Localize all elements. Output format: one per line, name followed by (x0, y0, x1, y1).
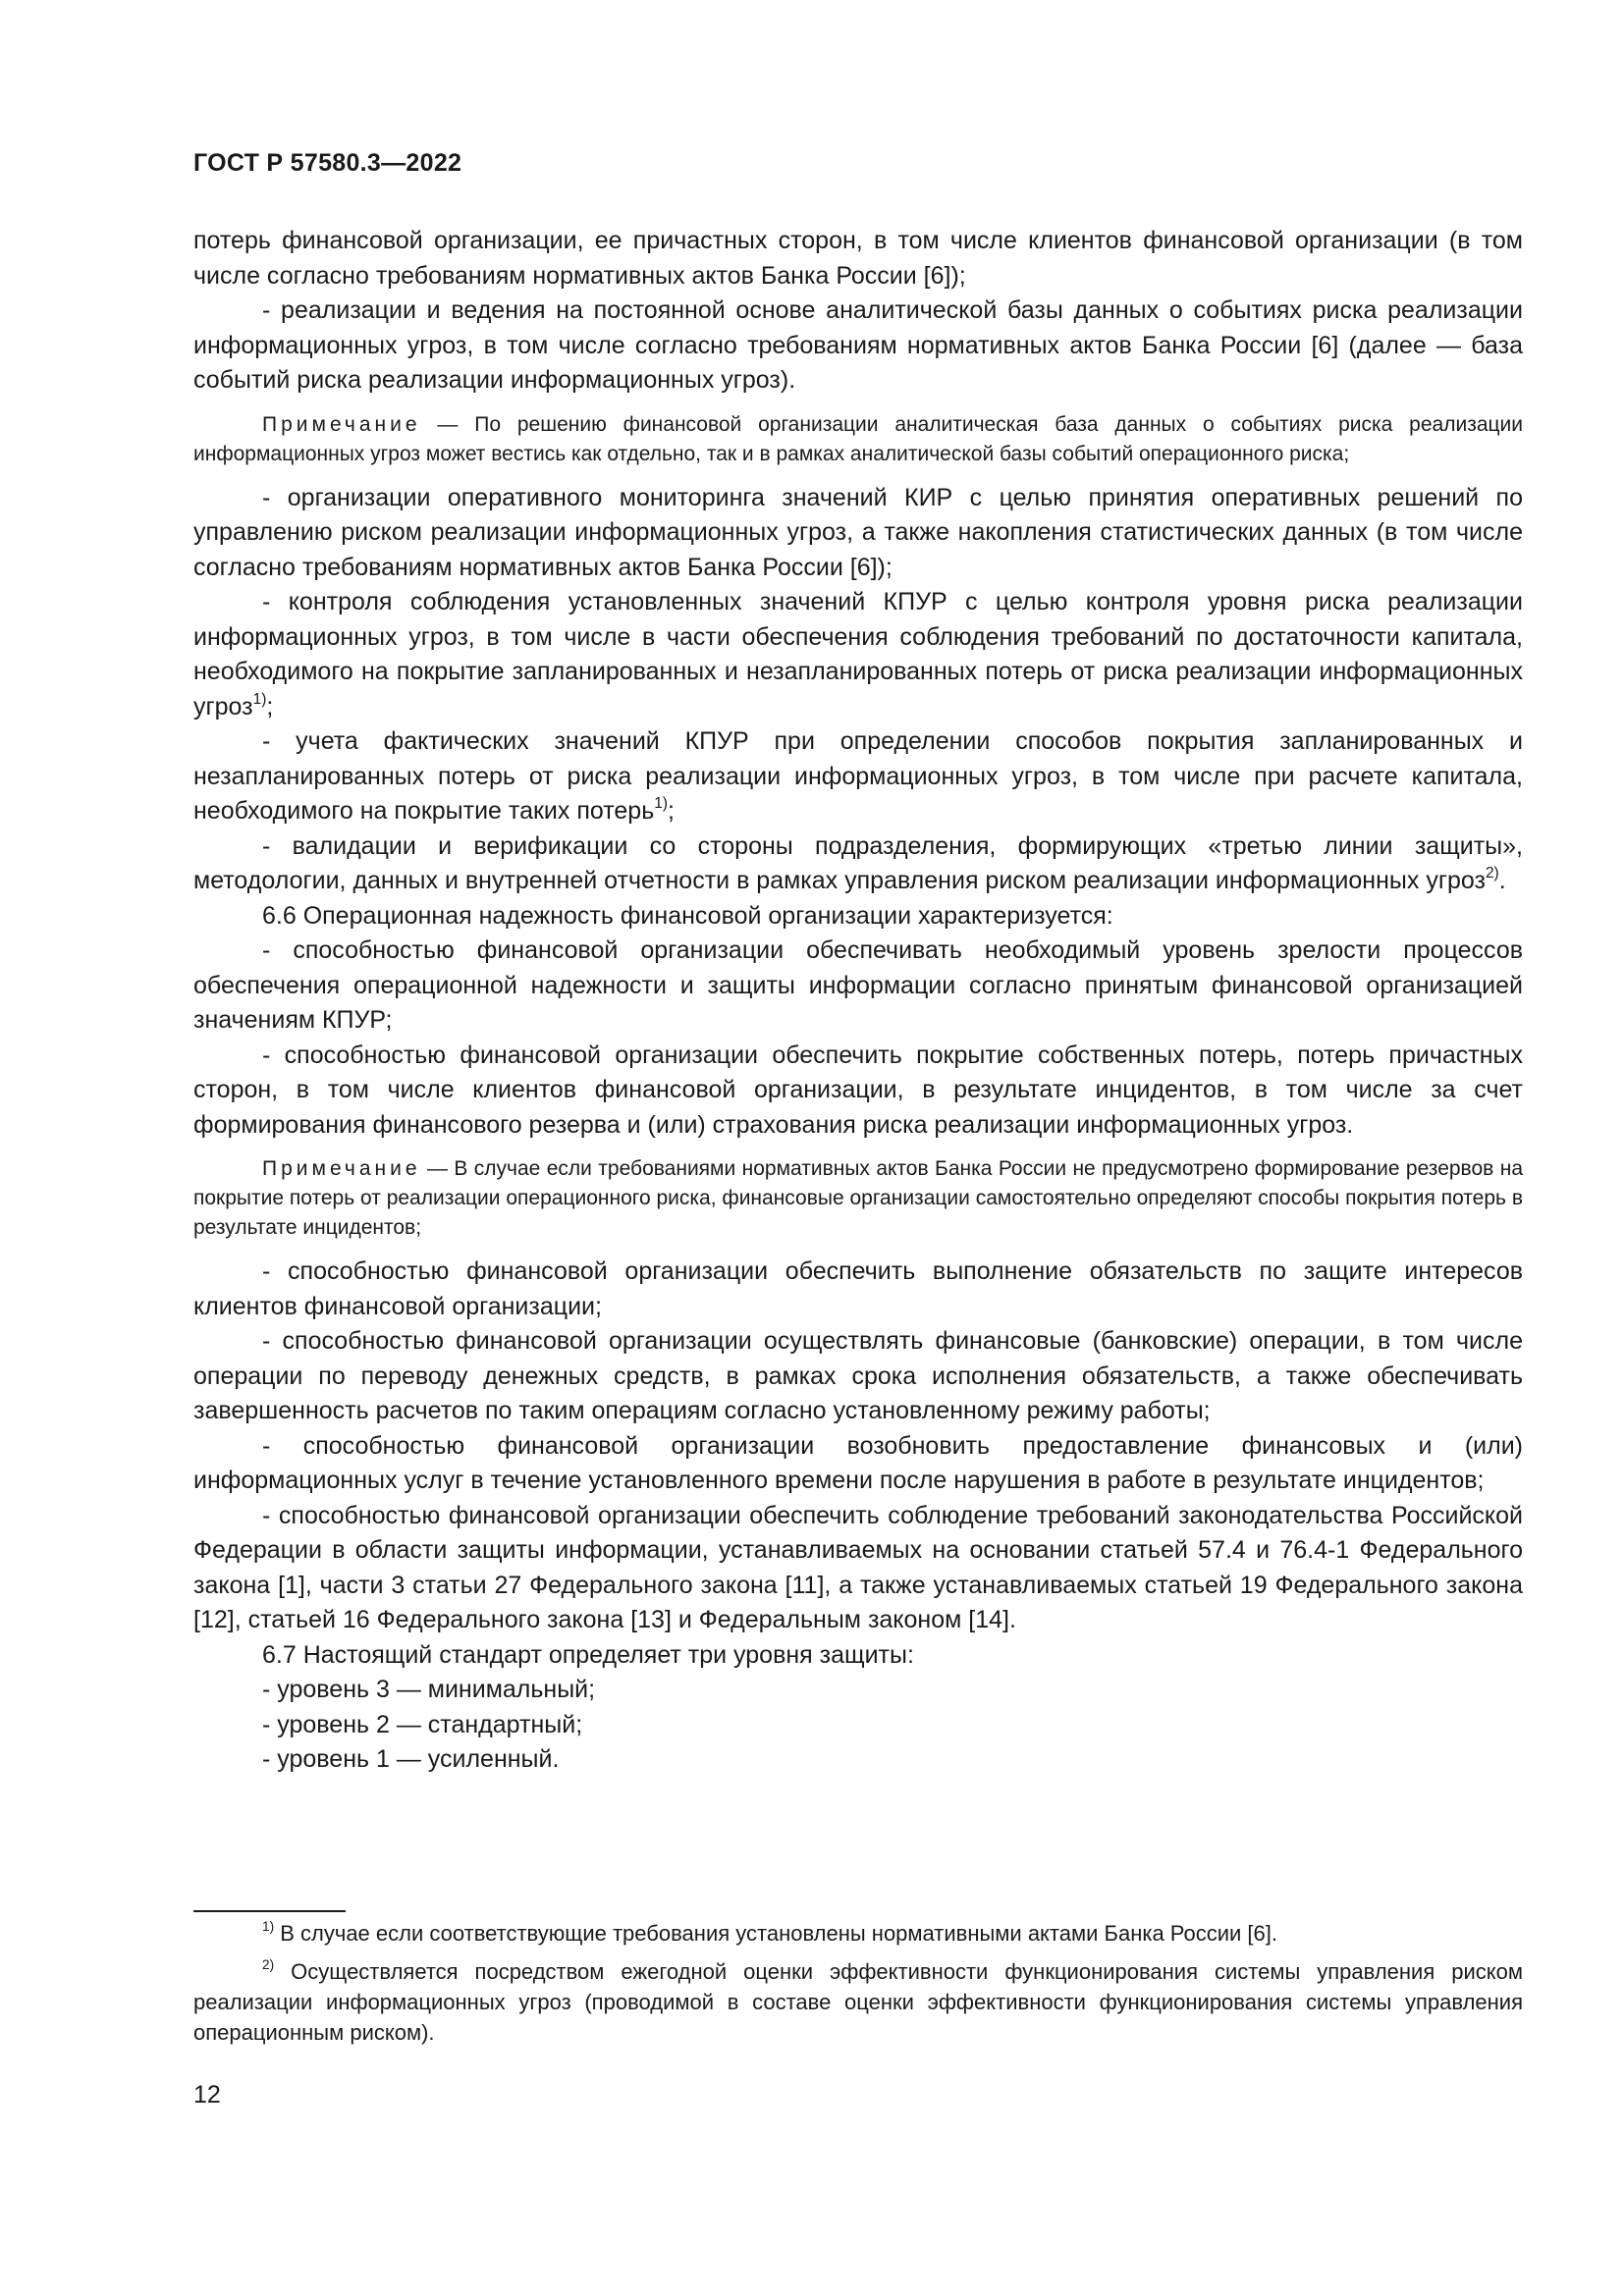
note-text: — В случае если требованиями нормативных актов Банка России не предусмотрено формирование резервов на покрытие потерь от реализации операционного риска, финансовые организации самостоятельно определяют способы покрытия потерь в результате инцидентов; (193, 1157, 1523, 1239)
paragraph-text: - учета фактических значений КПУР при определении способов покрытия запланированных и незапланированных потерь от риска реализации информационных угроз, в том числе при расчете капитала, необходимого на покрытие таких потерь (193, 727, 1523, 825)
main-text (193, 224, 1523, 1778)
paragraph: - способностью финансовой организации возобновить предоставление финансовых и (или) информационных услуг в течение установленного времени после нарушения в работе в результате инцидентов; (193, 1431, 1523, 1494)
paragraph: - способностью финансовой организации обеспечить соблюдение требований законодательства Российской Федерации в области защиты информации, устанавливаемых на основании статьей 57.4 и 76.4-1 Федерального закона [1], части 3 статьи 27 Федерального закона [11], а также устанавливаемых статьей 19 Федерального закона [12], статьей 16 Федерального закона [13] и Федеральным законом [14]. (193, 1501, 1523, 1633)
paragraph: потерь финансовой организации, ее причастных сторон, в том числе клиентов финансовой организации (в том числе согласно требованиям нормативных актов Банка России [6]); (193, 227, 1523, 290)
note-text: — По решению финансовой организации аналитическая база данных о событиях риска реализации информационных угроз может вестись как отдельно, так и в рамках аналитической базы событий операционного риска; (193, 412, 1523, 465)
footnote-mark: 2) (262, 1957, 275, 1973)
paragraph (193, 585, 1523, 724)
paragraph: - способностью финансовой организации обеспечить покрытие собственных потерь, потерь причастных сторон, в том числе клиентов финансовой организации, в результате инцидентов, в том числе за счет формирования финансового резерва и (или) страхования риска реализации информационных угроз. (193, 1041, 1523, 1139)
paragraph: - способностью финансовой организации осуществлять финансовые (банковские) операции, в том числе операции по переводу денежных средств, в рамках срока исполнения обязательств, а также обеспечивать завершенность расчетов по таким операциям согласно установленному режиму работы; (193, 1327, 1523, 1424)
paragraph-text: - валидации и верификации со стороны подразделения, формирующих «третью линии защиты», методологии, данных и внутренней отчетности в рамках управления риском реализации информационных угроз (193, 831, 1523, 894)
paragraph: - организации оперативного мониторинга значений КИР с целью принятия оперативных решений по управлению риском реализации информационных угроз, а также накопления статистических данных (в том числе согласно требованиям нормативных актов Банка России [6]); (193, 483, 1523, 581)
section-heading: 6.6 Операционная надежность финансовой организации характеризуется: (262, 901, 1113, 930)
footnote-ref: 1) (252, 690, 267, 708)
paragraph: - способностью финансовой организации обеспечить выполнение обязательств по защите интересов клиентов финансовой организации; (193, 1257, 1523, 1320)
list-item: - уровень 3 — минимальный; (262, 1676, 596, 1703)
footnotes (193, 1918, 1523, 2048)
page-number: 12 (193, 2081, 221, 2109)
paragraph (193, 724, 1523, 829)
paragraph-text: - контроля соблюдения установленных значений КПУР с целью контроля уровня риска реализации информационных угроз, в том числе в части обеспечения соблюдения требований по достаточности капитала, необходимого на покрытие запланированных и незапланированных потерь от риска реализации информационных угроз (193, 588, 1523, 721)
footnote-ref: 2) (1485, 865, 1499, 882)
section-heading: 6.7 Настоящий стандарт определяет три уровня защиты: (262, 1640, 914, 1669)
footnote-divider (193, 1910, 346, 1912)
footnote (193, 1918, 1523, 1949)
paragraph-end: ; (266, 692, 274, 721)
paragraph: - способностью финансовой организации обеспечивать необходимый уровень зрелости процессов обеспечения операционной надежности и защиты информации согласно принятым финансовой организацией значениям КПУР; (193, 936, 1523, 1034)
note (193, 410, 1523, 469)
paragraph-end: ; (668, 797, 675, 825)
footnote (193, 1956, 1523, 2048)
footnote-text: Осуществляется посредством ежегодной оценки эффективности функционирования системы управления риском реализации информационных угроз (проводимой в составе оценки эффективности функционирования системы управления операционным риском). (193, 1959, 1523, 2045)
note-label: Примечание (262, 412, 421, 436)
list-item: - уровень 1 — усиленный. (262, 1745, 560, 1773)
paragraph-end: . (1498, 867, 1506, 894)
footnote-ref: 1) (654, 795, 669, 813)
paragraph (193, 829, 1523, 899)
footnote-text: В случае если соответствующие требования установлены нормативными актами Банка России [6]. (274, 1921, 1278, 1946)
note-label: Примечание (262, 1157, 421, 1180)
list-item: - уровень 2 — стандартный; (262, 1710, 583, 1738)
note (193, 1154, 1523, 1243)
footnote-mark: 1) (262, 1919, 275, 1935)
paragraph: - реализации и ведения на постоянной основе аналитической базы данных о событиях риска реализации информационных угроз, в том числе согласно требованиям нормативных актов Банка России [6] (далее — база событий риска реализации информационных угроз). (193, 296, 1523, 394)
document-header: ГОСТ Р 57580.3—2022 (193, 149, 462, 177)
